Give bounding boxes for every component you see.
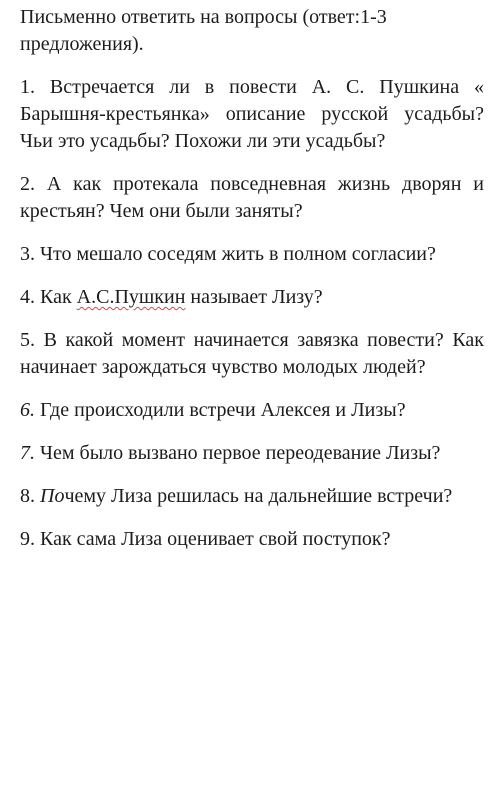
question-text-italic: По xyxy=(40,485,65,507)
question-3 xyxy=(20,241,484,268)
question-number: 7. xyxy=(20,442,35,464)
question-text: Где происходили встречи Алексея и Лизы? xyxy=(40,399,406,421)
question-1 xyxy=(20,74,484,155)
question-text-before: Как xyxy=(40,286,77,308)
question-number: 5. xyxy=(20,329,35,351)
question-number: 1. xyxy=(20,76,35,98)
question-number: 3. xyxy=(20,243,35,265)
question-text-rest: чему Лиза решилась на дальнейшие встречи? xyxy=(64,485,453,507)
question-text: Чем было вызвано первое переодевание Лизы? xyxy=(40,442,441,464)
question-number: 6. xyxy=(20,399,35,421)
question-text: Что мешало соседям жить в полном согласии? xyxy=(40,243,436,265)
question-text: Как сама Лиза оценивает свой поступок? xyxy=(40,528,391,550)
question-4 xyxy=(20,284,484,311)
question-text-after: называет Лизу? xyxy=(185,286,323,308)
question-5 xyxy=(20,327,484,381)
spellcheck-marked-word: А.С.Пушкин xyxy=(76,286,186,308)
question-text: В какой момент начинается завязка повести? Как начинает зарождаться чувство молодых людей? xyxy=(20,329,484,378)
question-text: А как протекала повседневная жизнь дворян и крестьян? Чем они были заняты? xyxy=(20,173,484,222)
question-6 xyxy=(20,397,484,424)
question-number: 4. xyxy=(20,286,35,308)
question-number: 8. xyxy=(20,485,35,507)
question-text: Встречается ли в повести А. С. Пушкина « Барышня-крестьянка» описание русской усадьбы? Чьи это усадьбы? Похожи ли эти усадьбы? xyxy=(20,76,485,152)
instructions-text: Письменно ответить на вопросы (ответ:1-3 предложения). xyxy=(20,6,387,55)
question-number: 2. xyxy=(20,173,35,195)
question-8 xyxy=(20,483,484,510)
question-7 xyxy=(20,440,484,467)
question-2 xyxy=(20,171,484,225)
question-9 xyxy=(20,526,484,553)
question-number: 9. xyxy=(20,528,35,550)
